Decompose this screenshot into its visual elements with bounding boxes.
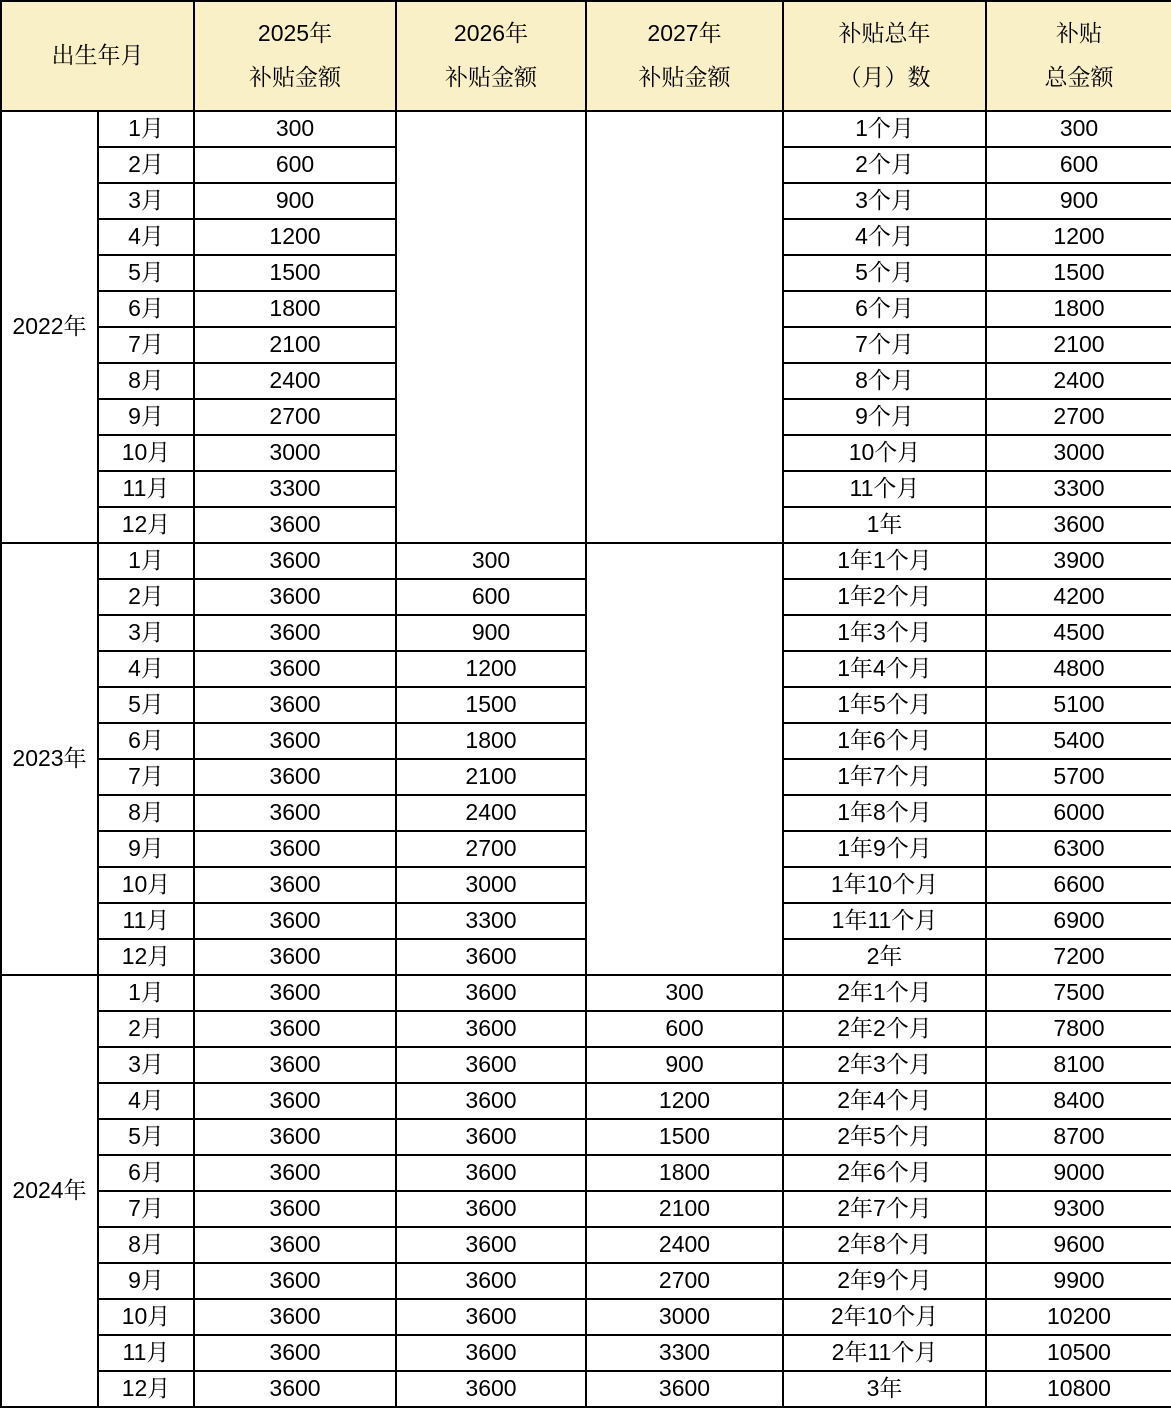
total-amount-cell: 9300 [986,1191,1171,1227]
subsidy-2026-cell: 3600 [396,1047,586,1083]
duration-cell: 1年1个月 [783,543,986,579]
total-amount-cell: 4800 [986,651,1171,687]
subsidy-2026-cell: 2400 [396,795,586,831]
header-birth-label: 出生年月 [51,42,144,69]
duration-cell: 10个月 [783,435,986,471]
birth-month-cell: 3月 [98,615,194,651]
birth-month-cell: 7月 [98,1191,194,1227]
subsidy-2025-cell: 3600 [194,507,396,543]
subsidy-2025-cell: 3600 [194,651,396,687]
total-amount-cell: 8100 [986,1047,1171,1083]
duration-cell: 1年3个月 [783,615,986,651]
header-2027-line1: 2027年 [647,19,722,46]
subsidy-2025-cell: 1200 [194,219,396,255]
subsidy-2026-cell: 3600 [396,1227,586,1263]
birth-month-cell: 7月 [98,759,194,795]
duration-cell: 1年5个月 [783,687,986,723]
total-amount-cell: 1200 [986,219,1171,255]
duration-cell: 11个月 [783,471,986,507]
birth-month-cell: 5月 [98,255,194,291]
total-amount-cell: 5100 [986,687,1171,723]
subsidy-2025-cell: 2100 [194,327,396,363]
subsidy-2025-cell: 1800 [194,291,396,327]
header-2025-line2: 补贴金额 [249,64,341,91]
birth-month-cell: 2月 [98,1011,194,1047]
subsidy-2025-cell: 3000 [194,435,396,471]
subsidy-2025-cell: 3600 [194,1083,396,1119]
subsidy-2025-cell: 3600 [194,1155,396,1191]
subsidy-2025-cell: 3600 [194,687,396,723]
duration-cell: 3年 [783,1371,986,1407]
subsidy-2027-cell: 3300 [586,1335,783,1371]
duration-cell: 2年11个月 [783,1335,986,1371]
total-amount-cell: 3300 [986,471,1171,507]
header-duration-line1: 补贴总年 [838,19,931,46]
total-amount-cell: 4200 [986,579,1171,615]
subsidy-2026-cell: 3600 [396,1299,586,1335]
subsidy-2025-cell: 3600 [194,1119,396,1155]
subsidy-2025-cell: 300 [194,111,396,147]
subsidy-2026-cell: 3600 [396,939,586,975]
birth-month-cell: 5月 [98,687,194,723]
total-amount-cell: 600 [986,147,1171,183]
birth-month-cell: 9月 [98,831,194,867]
table-row [1,1299,1171,1335]
table-row [1,1263,1171,1299]
birth-month-cell: 3月 [98,1047,194,1083]
total-amount-cell: 9900 [986,1263,1171,1299]
birth-month-cell: 9月 [98,1263,194,1299]
duration-cell: 2个月 [783,147,986,183]
subsidy-2026-cell: 1800 [396,723,586,759]
subsidy-2025-cell: 3600 [194,1047,396,1083]
header-2025-line1: 2025年 [257,19,333,46]
subsidy-2025-cell: 3600 [194,939,396,975]
subsidy-2025-cell: 3600 [194,579,396,615]
duration-cell: 1年9个月 [783,831,986,867]
birth-month-cell: 12月 [98,1371,194,1407]
duration-cell: 2年 [783,939,986,975]
table-row [1,975,1171,1011]
subsidy-2026-cell: 1500 [396,687,586,723]
subsidy-2025-cell: 600 [194,147,396,183]
empty-2026-merged-cell [396,111,586,543]
birth-month-cell: 4月 [98,651,194,687]
duration-cell: 2年7个月 [783,1191,986,1227]
birth-month-cell: 4月 [98,1083,194,1119]
duration-cell: 2年8个月 [783,1227,986,1263]
birth-month-cell: 7月 [98,327,194,363]
subsidy-2026-cell: 3600 [396,1083,586,1119]
subsidy-2025-cell: 3600 [194,1011,396,1047]
subsidy-2026-cell: 600 [396,579,586,615]
subsidy-2026-cell: 1200 [396,651,586,687]
empty-2027-merged-cell [586,111,783,543]
subsidy-2025-cell: 3600 [194,1263,396,1299]
duration-cell: 2年3个月 [783,1047,986,1083]
subsidy-2025-cell: 3600 [194,831,396,867]
duration-cell: 1年11个月 [783,903,986,939]
year-group-label: 2023年 [1,543,98,975]
total-amount-cell: 6900 [986,903,1171,939]
total-amount-cell: 9000 [986,1155,1171,1191]
subsidy-2027-cell: 2700 [586,1263,783,1299]
subsidy-2026-cell: 3600 [396,975,586,1011]
duration-cell: 1年6个月 [783,723,986,759]
duration-cell: 2年1个月 [783,975,986,1011]
subsidy-2026-cell: 3600 [396,1263,586,1299]
birth-month-cell: 1月 [98,975,194,1011]
table-row [1,1371,1171,1407]
subsidy-2025-cell: 3600 [194,1191,396,1227]
total-amount-cell: 10500 [986,1335,1171,1371]
total-amount-cell: 1500 [986,255,1171,291]
subsidy-2025-cell: 3600 [194,759,396,795]
subsidy-2027-cell: 3600 [586,1371,783,1407]
duration-cell: 1年8个月 [783,795,986,831]
subsidy-2027-cell: 1500 [586,1119,783,1155]
birth-month-cell: 10月 [98,435,194,471]
header-total [986,1,1171,111]
subsidy-2027-cell: 2100 [586,1191,783,1227]
duration-cell: 8个月 [783,363,986,399]
birth-month-cell: 11月 [98,471,194,507]
duration-cell: 1个月 [783,111,986,147]
total-amount-cell: 10200 [986,1299,1171,1335]
year-group-label: 2024年 [1,975,98,1407]
duration-cell: 2年6个月 [783,1155,986,1191]
subsidy-2026-cell: 3600 [396,1155,586,1191]
subsidy-2027-cell: 2400 [586,1227,783,1263]
total-amount-cell: 1800 [986,291,1171,327]
subsidy-2025-cell: 3600 [194,903,396,939]
birth-month-cell: 1月 [98,111,194,147]
subsidy-2026-cell: 900 [396,615,586,651]
total-amount-cell: 5700 [986,759,1171,795]
subsidy-2025-cell: 2400 [194,363,396,399]
duration-cell: 1年 [783,507,986,543]
birth-month-cell: 5月 [98,1119,194,1155]
table-row [1,1119,1171,1155]
birth-month-cell: 6月 [98,1155,194,1191]
table-row [1,543,1171,579]
total-amount-cell: 6600 [986,867,1171,903]
duration-cell: 9个月 [783,399,986,435]
subsidy-2026-cell: 3600 [396,1011,586,1047]
subsidy-2025-cell: 3600 [194,1227,396,1263]
total-amount-cell: 900 [986,183,1171,219]
birth-month-cell: 11月 [98,903,194,939]
subsidy-2026-cell: 2100 [396,759,586,795]
subsidy-2025-cell: 3600 [194,615,396,651]
subsidy-2025-cell: 3600 [194,723,396,759]
table-body [1,111,1171,1407]
duration-cell: 3个月 [783,183,986,219]
total-amount-cell: 2400 [986,363,1171,399]
total-amount-cell: 2700 [986,399,1171,435]
subsidy-2026-cell: 3600 [396,1119,586,1155]
duration-cell: 7个月 [783,327,986,363]
table-row [1,1155,1171,1191]
header-duration [783,1,986,111]
header-birth-year-month [1,1,194,111]
birth-month-cell: 4月 [98,219,194,255]
duration-cell: 2年4个月 [783,1083,986,1119]
subsidy-2026-cell: 3600 [396,1335,586,1371]
birth-month-cell: 8月 [98,795,194,831]
subsidy-2025-cell: 3300 [194,471,396,507]
subsidy-2025-cell: 3600 [194,1371,396,1407]
header-row [1,1,1171,111]
header-total-line1: 补贴 [1056,19,1102,46]
birth-month-cell: 1月 [98,543,194,579]
duration-cell: 1年2个月 [783,579,986,615]
birth-month-cell: 2月 [98,579,194,615]
duration-cell: 1年4个月 [783,651,986,687]
total-amount-cell: 10800 [986,1371,1171,1407]
birth-month-cell: 8月 [98,363,194,399]
total-amount-cell: 7800 [986,1011,1171,1047]
empty-2027-merged-cell [586,543,783,975]
total-amount-cell: 3000 [986,435,1171,471]
table-row [1,1011,1171,1047]
table-row [1,111,1171,147]
birth-month-cell: 3月 [98,183,194,219]
duration-cell: 2年5个月 [783,1119,986,1155]
total-amount-cell: 8700 [986,1119,1171,1155]
total-amount-cell: 5400 [986,723,1171,759]
table-row [1,1335,1171,1371]
duration-cell: 4个月 [783,219,986,255]
birth-month-cell: 12月 [98,939,194,975]
header-duration-line2: （月）数 [838,64,931,91]
duration-cell: 6个月 [783,291,986,327]
birth-month-cell: 9月 [98,399,194,435]
header-2027-subsidy [586,1,783,111]
subsidy-2025-cell: 3600 [194,975,396,1011]
table-row [1,1047,1171,1083]
birth-month-cell: 6月 [98,291,194,327]
duration-cell: 1年10个月 [783,867,986,903]
total-amount-cell: 4500 [986,615,1171,651]
header-2026-line1: 2026年 [453,19,529,46]
subsidy-2025-cell: 3600 [194,543,396,579]
header-2026-line2: 补贴金额 [445,64,537,91]
birth-month-cell: 12月 [98,507,194,543]
total-amount-cell: 300 [986,111,1171,147]
subsidy-2025-cell: 3600 [194,1299,396,1335]
total-amount-cell: 3600 [986,507,1171,543]
duration-cell: 1年7个月 [783,759,986,795]
subsidy-2025-cell: 3600 [194,1335,396,1371]
header-2025-subsidy [194,1,396,111]
duration-cell: 2年2个月 [783,1011,986,1047]
birth-month-cell: 10月 [98,867,194,903]
total-amount-cell: 7200 [986,939,1171,975]
total-amount-cell: 7500 [986,975,1171,1011]
subsidy-2027-cell: 900 [586,1047,783,1083]
subsidy-2027-cell: 300 [586,975,783,1011]
duration-cell: 5个月 [783,255,986,291]
subsidy-2026-cell: 2700 [396,831,586,867]
subsidy-2026-cell: 3000 [396,867,586,903]
subsidy-2027-cell: 600 [586,1011,783,1047]
birth-month-cell: 11月 [98,1335,194,1371]
year-group-label: 2022年 [1,111,98,543]
subsidy-2025-cell: 3600 [194,795,396,831]
total-amount-cell: 6300 [986,831,1171,867]
subsidy-2025-cell: 900 [194,183,396,219]
subsidy-2026-cell: 3300 [396,903,586,939]
header-2027-line2: 补贴金额 [638,64,731,91]
table-row [1,1191,1171,1227]
duration-cell: 2年9个月 [783,1263,986,1299]
total-amount-cell: 9600 [986,1227,1171,1263]
header-total-line2: 总金额 [1044,64,1114,91]
subsidy-2025-cell: 2700 [194,399,396,435]
total-amount-cell: 6000 [986,795,1171,831]
subsidy-2027-cell: 1800 [586,1155,783,1191]
birth-month-cell: 6月 [98,723,194,759]
total-amount-cell: 3900 [986,543,1171,579]
subsidy-2025-cell: 1500 [194,255,396,291]
subsidy-2026-cell: 3600 [396,1191,586,1227]
subsidy-2025-cell: 3600 [194,867,396,903]
subsidy-2026-cell: 300 [396,543,586,579]
header-2026-subsidy [396,1,586,111]
subsidy-2026-cell: 3600 [396,1371,586,1407]
table-row [1,1083,1171,1119]
birth-month-cell: 8月 [98,1227,194,1263]
total-amount-cell: 2100 [986,327,1171,363]
duration-cell: 2年10个月 [783,1299,986,1335]
subsidy-2027-cell: 3000 [586,1299,783,1335]
birth-month-cell: 2月 [98,147,194,183]
subsidy-2027-cell: 1200 [586,1083,783,1119]
birth-month-cell: 10月 [98,1299,194,1335]
total-amount-cell: 8400 [986,1083,1171,1119]
table-row [1,1227,1171,1263]
